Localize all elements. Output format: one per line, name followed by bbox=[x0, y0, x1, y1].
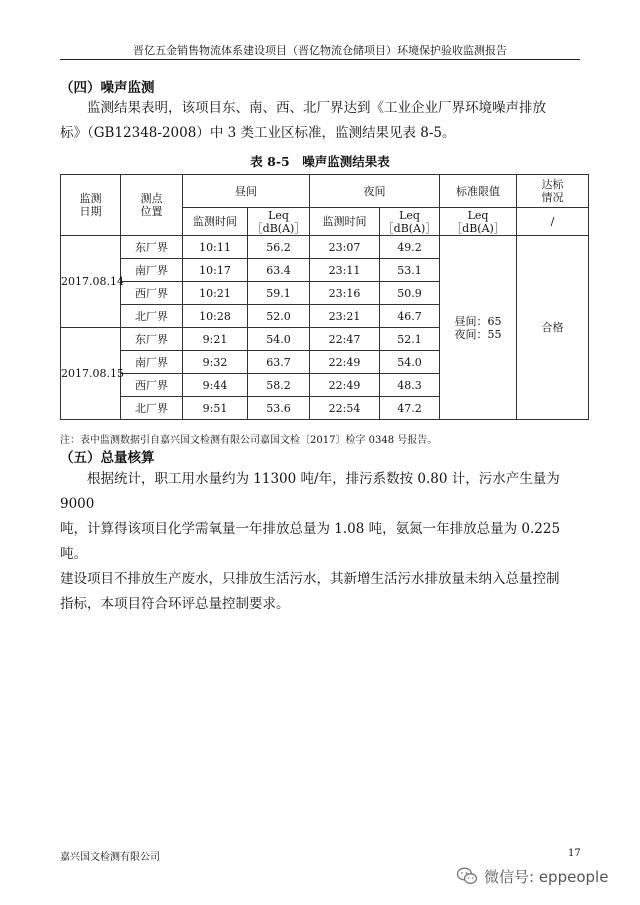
table-note: 注：表中监测数据引自嘉兴国文检测有限公司嘉国文检〔2017〕检字 0348 号报告。 bbox=[60, 435, 438, 446]
header-limit: 标准限值 bbox=[440, 175, 517, 208]
point-cell: 东厂界 bbox=[121, 328, 183, 351]
night-time-cell: 22:49 bbox=[310, 374, 380, 397]
header-day: 昼间 bbox=[183, 175, 310, 208]
night-time-cell: 23:07 bbox=[310, 236, 380, 259]
limit-cell: 昼间：65 夜间：55 bbox=[440, 236, 517, 420]
section4-line2: 标》（GB12348-2008）中 3 类工业区标准，监测结果见表 8-5。 bbox=[60, 125, 456, 141]
section5-paragraph bbox=[60, 467, 580, 617]
day-time-cell: 9:44 bbox=[183, 374, 248, 397]
wechat-icon bbox=[456, 866, 478, 886]
page-number: 17 bbox=[568, 848, 581, 859]
night-time-cell: 22:49 bbox=[310, 351, 380, 374]
header-status-unit: / bbox=[517, 208, 589, 236]
point-cell: 北厂界 bbox=[121, 305, 183, 328]
noise-table bbox=[60, 174, 589, 420]
point-cell: 东厂界 bbox=[121, 236, 183, 259]
night-leq-cell: 49.2 bbox=[380, 236, 440, 259]
night-time-cell: 23:11 bbox=[310, 259, 380, 282]
day-time-cell: 10:21 bbox=[183, 282, 248, 305]
point-cell: 西厂界 bbox=[121, 282, 183, 305]
table-caption: 表 8-5 噪声监测结果表 bbox=[250, 154, 390, 169]
header-day-time: 监测时间 bbox=[183, 208, 248, 236]
night-leq-cell: 54.0 bbox=[380, 351, 440, 374]
day-leq-cell: 54.0 bbox=[248, 328, 310, 351]
header-night-leq: Leq ［dB(A)］ bbox=[380, 208, 440, 236]
night-leq-cell: 50.9 bbox=[380, 282, 440, 305]
day-leq-cell: 53.6 bbox=[248, 397, 310, 420]
section4-paragraph bbox=[60, 96, 580, 146]
night-leq-cell: 47.2 bbox=[380, 397, 440, 420]
day-time-cell: 9:51 bbox=[183, 397, 248, 420]
section4-line1: 监测结果表明，该项目东、南、西、北厂界达到《工业企业厂界环境噪声排放 bbox=[87, 100, 546, 116]
footer-company: 嘉兴国文检测有限公司 bbox=[60, 852, 160, 863]
day-time-cell: 9:21 bbox=[183, 328, 248, 351]
header-rule bbox=[60, 59, 580, 60]
section5-line: 根据统计，职工用水量约为 11300 吨/年，排污系数按 0.80 计，污水产生量为 9000 bbox=[60, 471, 560, 512]
day-leq-cell: 58.2 bbox=[248, 374, 310, 397]
date-cell: 2017.08.14 bbox=[61, 236, 121, 328]
night-time-cell: 22:54 bbox=[310, 397, 380, 420]
date-cell: 2017.08.15 bbox=[61, 328, 121, 420]
day-time-cell: 10:28 bbox=[183, 305, 248, 328]
header-day-leq: Leq ［dB(A)］ bbox=[248, 208, 310, 236]
header-night-time: 监测时间 bbox=[310, 208, 380, 236]
section5-heading: （五）总量核算 bbox=[60, 450, 155, 466]
day-time-cell: 9:32 bbox=[183, 351, 248, 374]
section4-heading: （四）噪声监测 bbox=[60, 80, 155, 96]
night-time-cell: 22:47 bbox=[310, 328, 380, 351]
night-leq-cell: 48.3 bbox=[380, 374, 440, 397]
header-night: 夜间 bbox=[310, 175, 440, 208]
day-time-cell: 10:11 bbox=[183, 236, 248, 259]
header-date: 监测 日期 bbox=[61, 175, 121, 236]
night-time-cell: 23:16 bbox=[310, 282, 380, 305]
day-leq-cell: 59.1 bbox=[248, 282, 310, 305]
point-cell: 西厂界 bbox=[121, 374, 183, 397]
section5-line: 建设项目不排放生产废水，只排放生活污水，其新增生活污水排放量未纳入总量控制 bbox=[60, 571, 560, 587]
header-status: 达标 情况 bbox=[517, 175, 589, 208]
wechat-watermark bbox=[456, 864, 608, 888]
day-time-cell: 10:17 bbox=[183, 259, 248, 282]
watermark-text: 微信号: eppeople bbox=[484, 867, 609, 886]
section5-line: 指标，本项目符合环评总量控制要求。 bbox=[60, 596, 290, 612]
night-time-cell: 23:21 bbox=[310, 305, 380, 328]
day-leq-cell: 63.7 bbox=[248, 351, 310, 374]
night-leq-cell: 52.1 bbox=[380, 328, 440, 351]
status-cell: 合格 bbox=[517, 236, 589, 420]
day-leq-cell: 52.0 bbox=[248, 305, 310, 328]
point-cell: 南厂界 bbox=[121, 259, 183, 282]
night-leq-cell: 46.7 bbox=[380, 305, 440, 328]
header-limit-unit: Leq ［dB(A)］ bbox=[440, 208, 517, 236]
day-leq-cell: 63.4 bbox=[248, 259, 310, 282]
section5-line: 吨，计算得该项目化学需氧量一年排放总量为 1.08 吨，氨氮一年排放总量为 0.225 吨。 bbox=[60, 521, 561, 562]
point-cell: 南厂界 bbox=[121, 351, 183, 374]
night-leq-cell: 53.1 bbox=[380, 259, 440, 282]
table-row bbox=[61, 236, 589, 259]
point-cell: 北厂界 bbox=[121, 397, 183, 420]
header-point: 测点 位置 bbox=[121, 175, 183, 236]
page-header: 晋亿五金销售物流体系建设项目（晋亿物流仓储项目）环境保护验收监测报告 bbox=[133, 44, 507, 57]
day-leq-cell: 56.2 bbox=[248, 236, 310, 259]
